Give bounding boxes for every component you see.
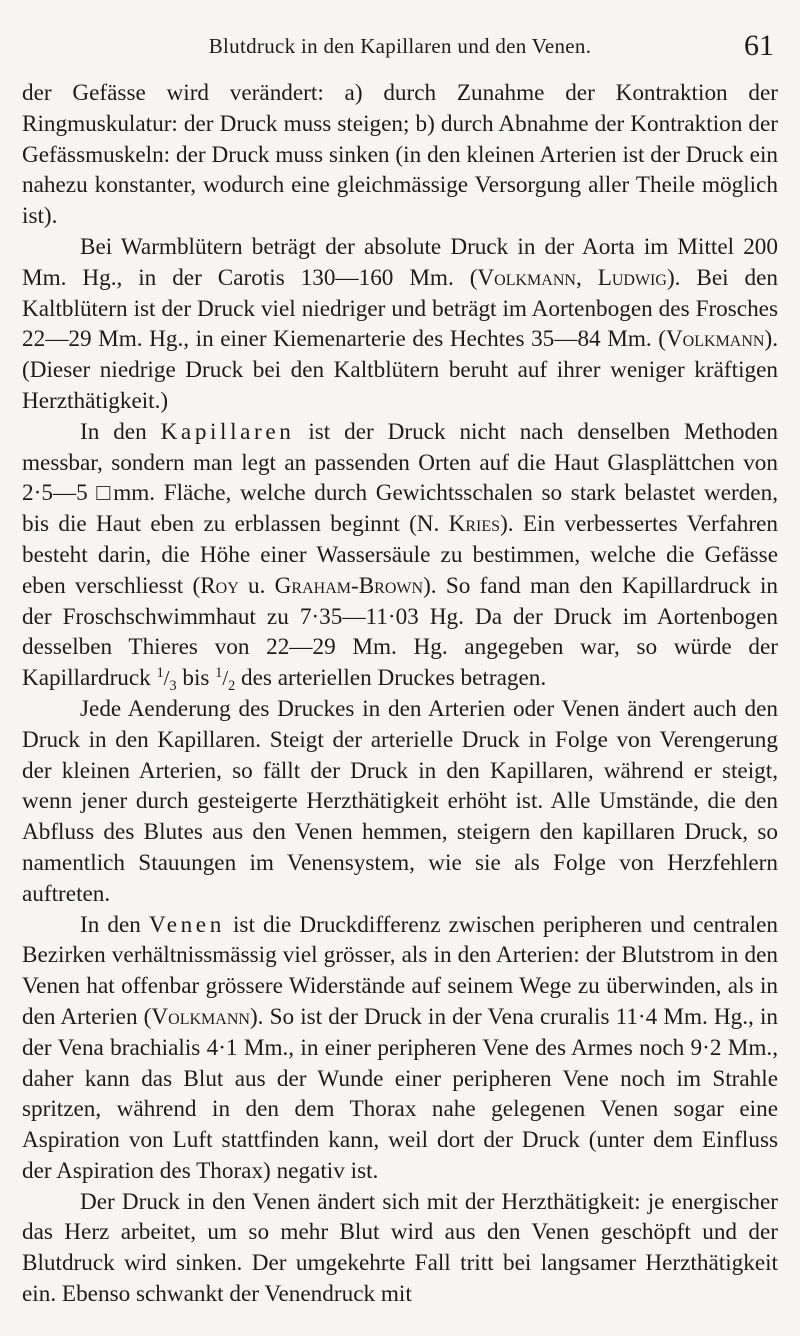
text-run: ). Bei den Kaltblütern ist der Druck viel niedriger und beträgt im Aortenbogen des Frosches 22—29 Mm. Hg., in einer Kiemenarterie des Hechtes 35—84 Mm. ( [22, 264, 779, 353]
fraction-numerator: 1 [215, 665, 223, 682]
fraction-denominator: 3 [169, 678, 177, 695]
text-run: ). So fand man den Kapillardruck in der Froschschwimmhaut zu 7·35—11·03 Hg. Da der Druck im Aortenbogen desselben Thieres von 22—29 Mm. Hg. angegeben war, so würde der Kapillardruck [22, 572, 778, 692]
citation-ludwig: Ludwig [597, 264, 667, 291]
citation-graham-brown: Graham-Brown [274, 572, 424, 599]
body-text [22, 78, 778, 1310]
text-run: Bei Warmblütern beträgt der absolute Druck in der Aorta im Mittel 200 Mm. Hg., in der Carotis 130—160 Mm. ( [22, 233, 778, 291]
text-run: ist die Druckdifferenz zwischen peripheren und centralen Bezirken verhältnissmässig viel grösser, als in den Arterien: der Blutstrom in den Venen hat offenbar grössere Widerstände auf seinem Wege zu überwinden, als in den Arterien ( [22, 911, 779, 1030]
paragraph-4: Jede Aenderung des Druckes in den Arterien oder Venen ändert auch den Druck in den Kapillaren. Steigt der arterielle Druck in Folge von Verengerung der kleinen Arterien, so fällt der Druck in den Kapillaren, während er steigt, wenn jener durch gesteigerte Herzthätigkeit erhöht ist. Alle Umstände, die den Abfluss des Blutes aus den Venen hemmen, steigern den kapillaren Druck, so namentlich Stauungen im Venensystem, wie sie als Folge von Herzfehlern auftreten. [22, 695, 778, 907]
page-header [0, 26, 800, 66]
running-title: Blutdruck in den Kapillaren und den Venen. [208, 34, 592, 58]
text-run: des arteriellen Druckes betragen. [235, 665, 547, 692]
paragraph-3 [22, 417, 778, 694]
section-keyword-venen: Venen [148, 911, 225, 938]
text-run: ). So ist der Druck in der Vena cruralis 11·4 Mm. Hg., in der Vena brachialis 4·1 Mm., in einer peripheren Vene des Armes noch 9·2 Mm., daher kann das Blut aus der Wunde einer peripheren Vene noch im Strahle spritzen, während in den dem Thorax nahe gelegenen Venen sogar eine Aspiration von Luft stattfinden kann, weil dort der Druck (unter dem Einfluss der Aspiration des Thorax) negativ ist. [22, 1003, 779, 1184]
paragraph-2 [22, 232, 778, 417]
text-run: ). Ein verbessertes Verfahren besteht darin, die Höhe einer Wassersäule zu bestimmen, welche die Gefässe eben verschliesst ( [22, 511, 778, 599]
text-run: In den [80, 418, 161, 445]
paragraph-6: Der Druck in den Venen ändert sich mit der Herzthätigkeit: je energischer das Herz arbeitet, um so mehr Blut wird aus den Venen geschöpft und der Blutdruck wird sinken. Der umgekehrte Fall tritt bei langsamer Herzthätigkeit ein. Ebenso schwankt der Venendruck mit [22, 1188, 778, 1308]
citation-volkmann: Volkmann [151, 1003, 250, 1030]
fraction-one-half: $^1/_2$ [215, 665, 236, 695]
text-run: u. [238, 572, 275, 599]
citation-volkmann: Volkmann [477, 264, 576, 291]
page-number: 61 [744, 29, 774, 62]
citation-roy: Roy [200, 572, 239, 599]
paragraph-5 [22, 910, 778, 1187]
citation-kries: Kries [448, 511, 501, 538]
text-run: ist der Druck nicht nach denselben Methoden messbar, sondern man legt an passenden Orten auf die Haut Glasplättchen von 2·5—5 □mm. Fläche, welche durch Gewichtsschalen so stark belastet werden, bis die Haut eben zu erblassen beginnt (N. [22, 418, 778, 538]
fraction-numerator: 1 [156, 665, 164, 682]
fraction-one-third: $^1/_3$ [156, 665, 177, 695]
paragraph-1: der Gefässe wird verändert: a) durch Zunahme der Kontraktion der Ringmuskulatur: der Druck muss steigen; b) durch Abnahme der Kontraktion der Gefässmuskeln: der Druck muss sinken (in den kleinen Arterien ist der Druck ein nahezu konstanter, wodurch eine gleichmässige Versorgung aller Theile möglich ist). [22, 80, 778, 230]
section-keyword-kapillaren: Kapillaren [160, 418, 295, 445]
text-run: bis [176, 665, 216, 692]
text-run: In den [80, 911, 149, 938]
text-run: ). (Dieser niedrige Druck bei den Kaltblütern beruht auf ihrer weniger kräftigen Herzthätigkeit.) [22, 326, 778, 414]
fraction-denominator: 2 [228, 678, 236, 695]
text-run: , [575, 264, 598, 291]
citation-volkmann: Volkmann [665, 326, 765, 353]
